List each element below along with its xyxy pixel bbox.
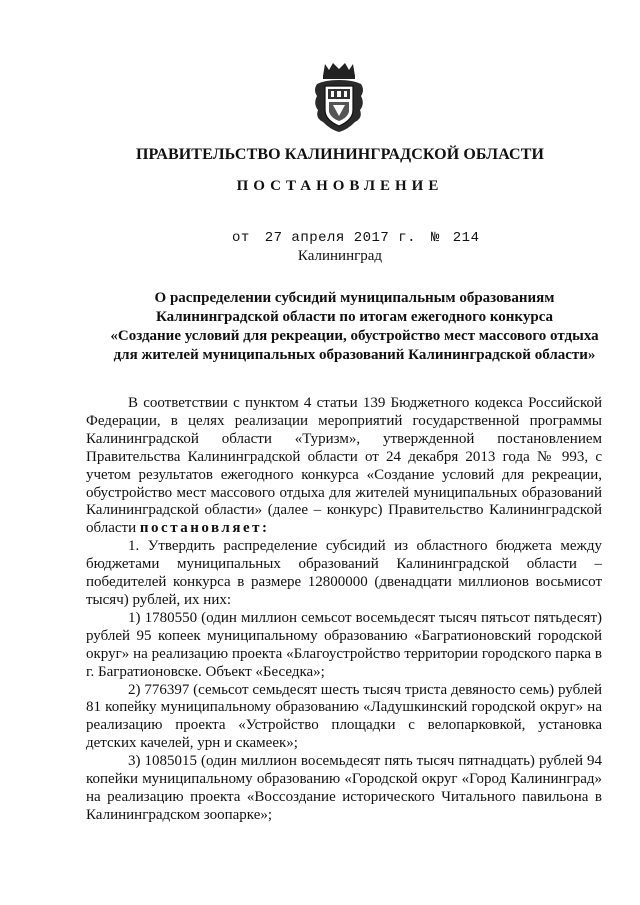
- number-sign: №: [430, 230, 440, 246]
- title-line: Калининградской области по итогам ежегодного конкурса: [155, 309, 554, 325]
- city-name: Калининград: [297, 248, 383, 264]
- document-type: ПОСТАНОВЛЕНИЕ: [236, 178, 444, 194]
- document-title: [92, 289, 617, 365]
- decree-word: постановляет:: [139, 520, 270, 537]
- subitem-paragraph: 1) 1780550 (один миллион семьсот восемьдесят тысяч пятьсот пятьдесят) рублей 95 копеек муниципальному образованию «Багратионовский городской округ» на реализацию проекта «Благоустройство территории городского парка в г. Багратионовске. Объект «Беседка»;: [86, 609, 602, 680]
- item-paragraph: 1. Утвердить распределение субсидий из областного бюджета между бюджетами муниципальных образований Калининградской области – победителей конкурса в размере 12800000 (двенадцати миллионов восьмисот тысяч) рублей, их них:: [86, 538, 602, 608]
- preamble-paragraph: [86, 395, 602, 538]
- organization-name: ПРАВИТЕЛЬСТВО КАЛИНИНГРАДСКОЙ ОБЛАСТИ: [135, 146, 545, 163]
- document-date: 27 апреля 2017 г.: [264, 230, 417, 246]
- date-prefix: от: [232, 230, 250, 246]
- date-number-line: [232, 230, 479, 246]
- subitem-paragraph: 2) 776397 (семьсот семьдесят шесть тысяч триста девяносто семь) рублей 81 копейку муниципальному образованию «Ладушкинский городской округ» на реализацию проекта «Устройство площадки с велопарковкой, установка детских качелей, урн и скамеек»;: [86, 681, 602, 752]
- preamble-text: В соответствии с пунктом 4 статьи 139 Бюджетного кодекса Российской Федерации, в целях реализации мероприятий государственной программы Калининградской области «Туризм», утвержденной постановлением Правительства Калининградской области от 24 декабря 2013 года № 993, с учетом результатов ежегодного конкурса «Создание условий для рекреации, обустройство мест массового отдыха для жителей муниципальных образований Калининградской области» (далее – конкурс) Правительство Калининградской области: [86, 395, 602, 537]
- coat-of-arms-emblem: [313, 60, 365, 136]
- subitem-paragraph: 3) 1085015 (один миллион восемьдесят пять тысяч пятнадцать) рублей 94 копейки муниципальному образованию «Городской округ «Город Калининград» на реализацию проекта «Воссоздание исторического Читального павильона в Калининградском зоопарке»;: [86, 753, 602, 823]
- title-line: О распределении субсидий муниципальным образованиям: [154, 290, 555, 306]
- title-line: «Создание условий для рекреации, обустройство мест массового отдыха: [110, 328, 599, 344]
- document-number: 214: [452, 230, 480, 246]
- title-line: для жителей муниципальных образований Калининградской области»: [113, 347, 596, 363]
- document-body: [86, 395, 602, 825]
